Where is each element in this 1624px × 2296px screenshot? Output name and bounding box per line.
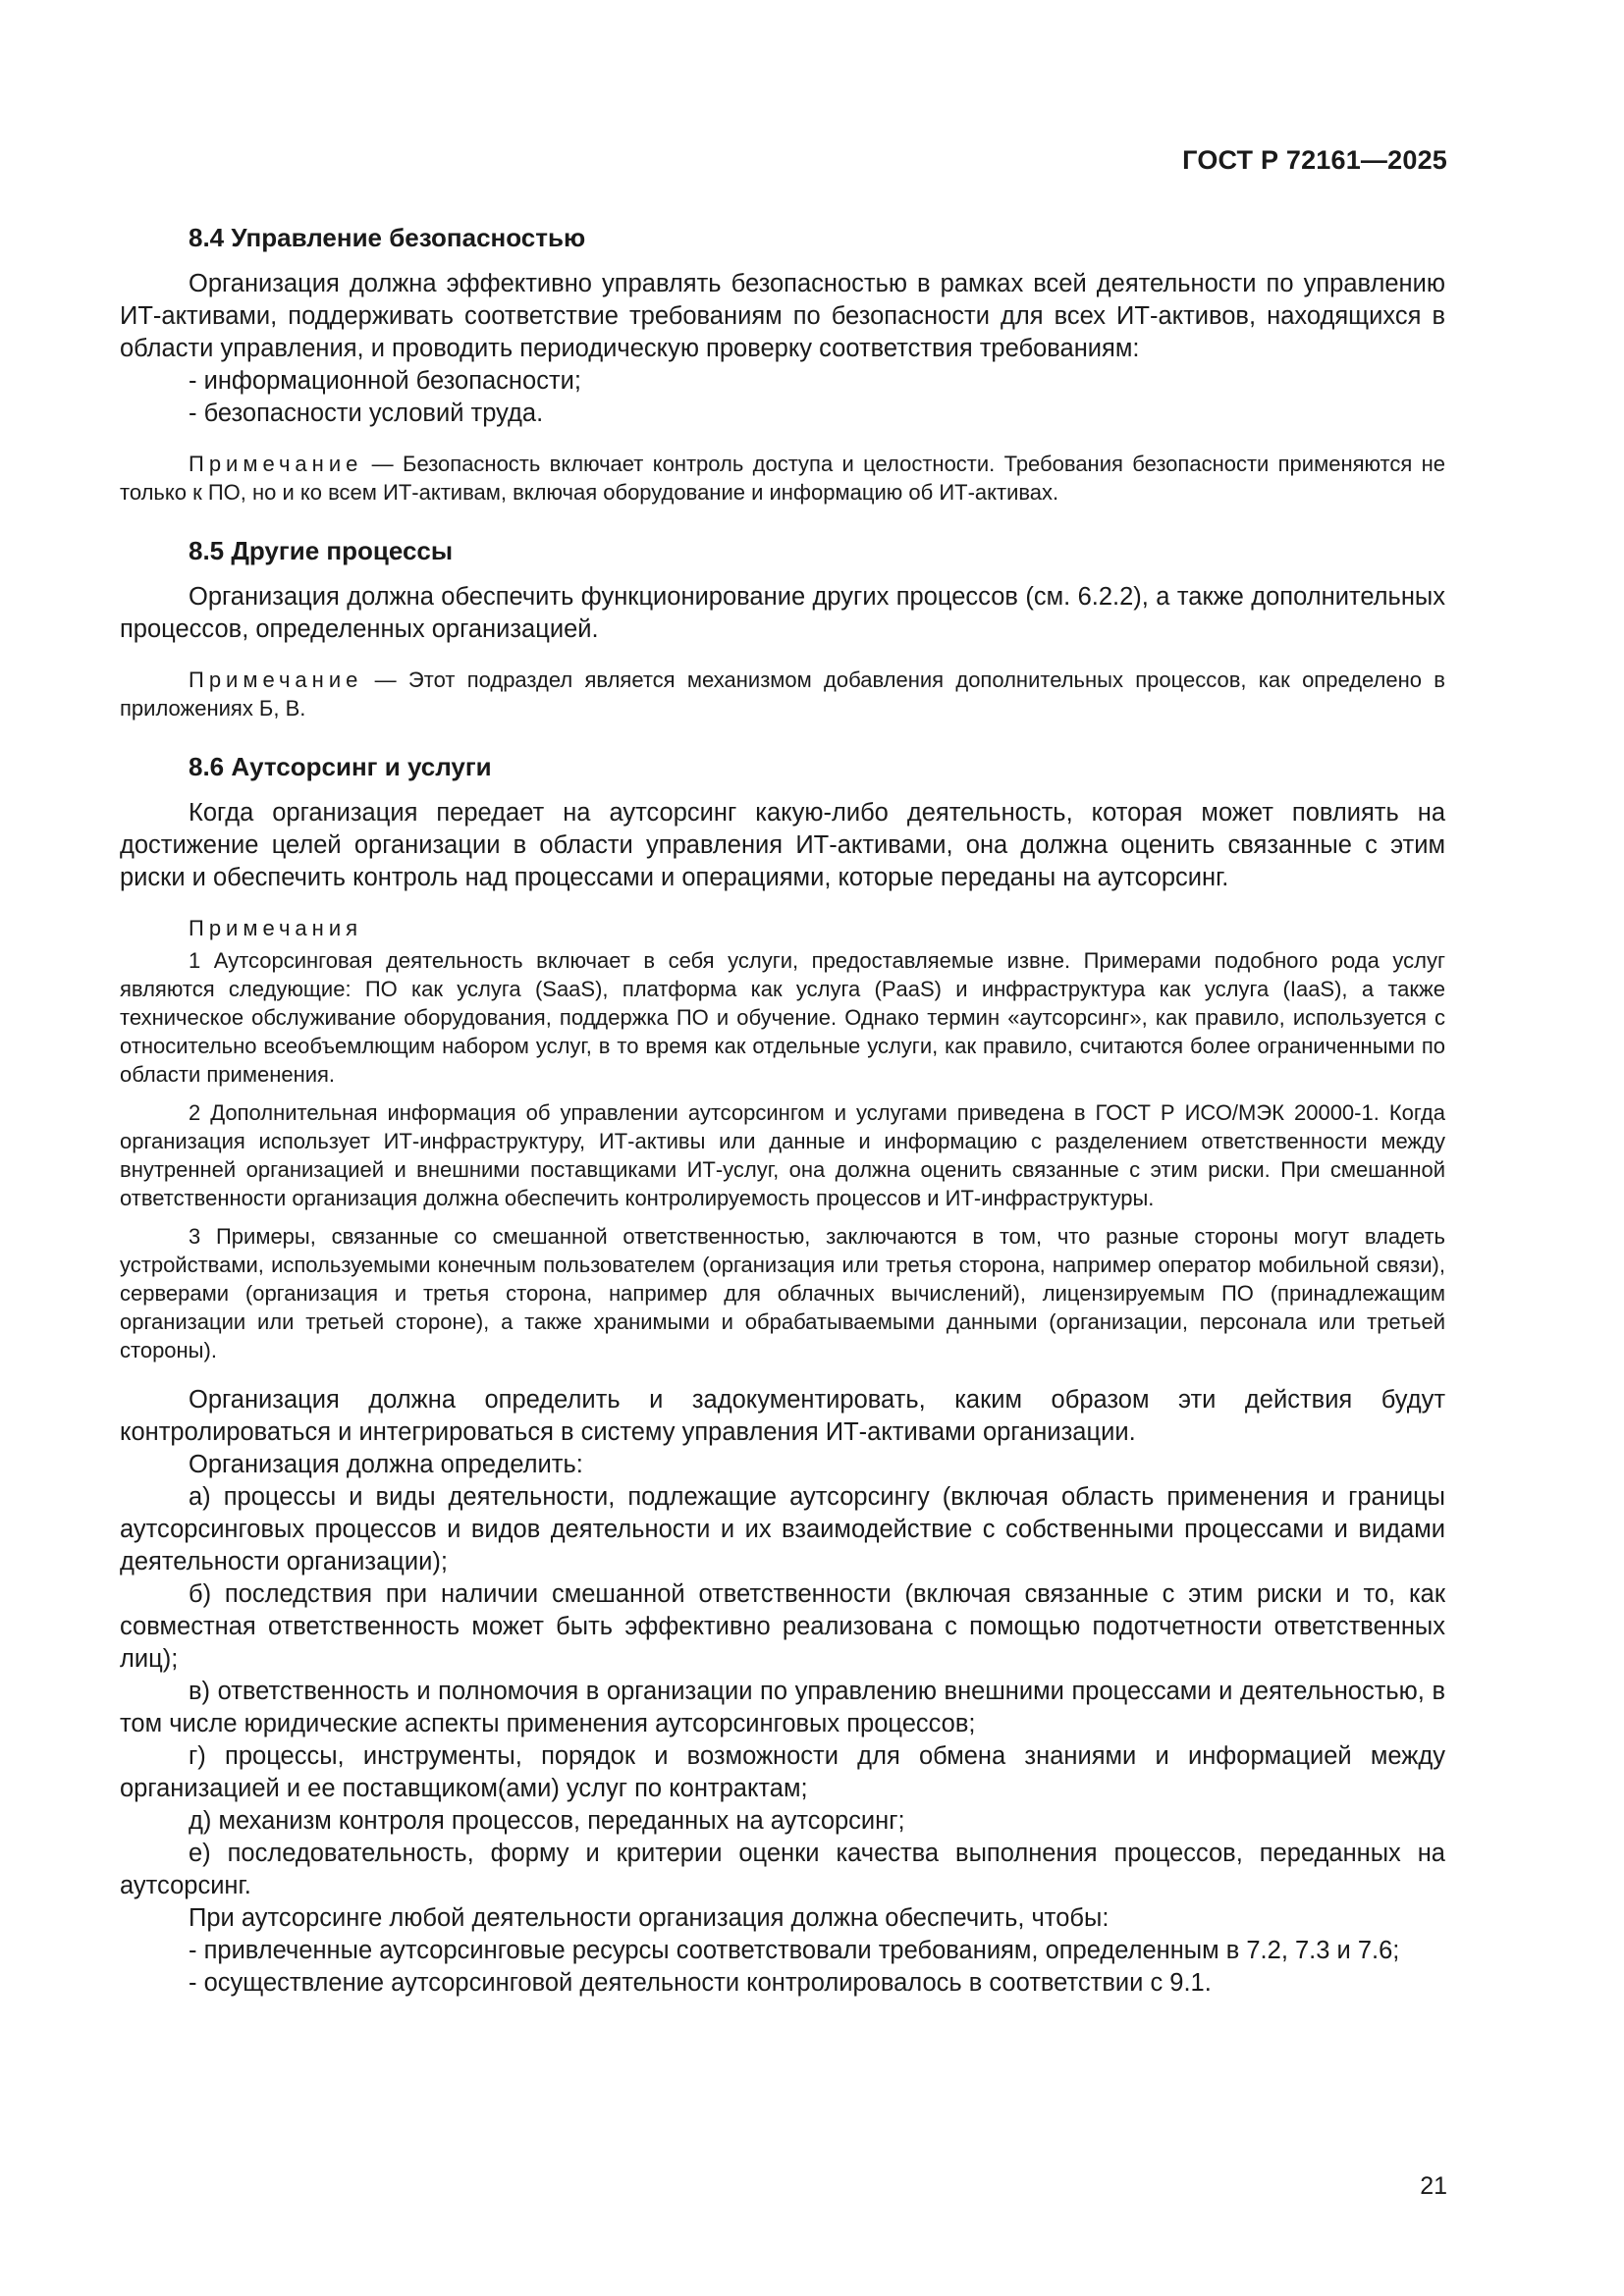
- section-8-6-bullet-2: - осуществление аутсорсинговой деятельности контролировалось в соответствии с 9.1.: [189, 1969, 1212, 1997]
- note-text: — Безопасность включает контроль доступа и целостности. Требования безопасности применяются не только к ПО, но и ко всем ИТ-активам, включая оборудование и информацию об ИТ-активах.: [120, 452, 1445, 505]
- section-8-4-bullet-2: - безопасности условий труда.: [189, 400, 544, 427]
- section-8-6-bullet-1: - привлеченные аутсорсинговые ресурсы соответствовали требованиям, определенным в 7.2, 7.3 и 7.6;: [189, 1937, 1400, 1964]
- list-item-g: г) процессы, инструменты, порядок и возможности для обмена знаниями и информацией между организацией и ее поставщиком(ами) услуг по контрактам;: [120, 1742, 1445, 1802]
- notes-title: Примечания: [189, 916, 363, 940]
- section-8-4-note: [120, 450, 1445, 507]
- section-8-4-bullet-1: - информационной безопасности;: [189, 367, 581, 395]
- section-8-6-paragraph-3: Организация должна определить:: [189, 1451, 583, 1478]
- section-heading-8-6: 8.6 Аутсорсинг и услуги: [189, 752, 492, 781]
- section-8-6-note-1: 1 Аутсорсинговая деятельность включает в себя услуги, предоставляемые извне. Примерами подобного рода услуг являются следующие: ПО как услуга (SaaS), платформа как услуга (PaaS) и инфраструктура как услуга (IaaS), а также техническое обслуживание оборудования, поддержка ПО и обучение. Однако термин «аутсорсинг», как правило, используется с относительно всеобъемлющим набором услуг, в то время как отдельные услуги, как правило, считаются более ограниченными по области применения.: [120, 948, 1445, 1087]
- note-label: Примечание: [189, 452, 363, 476]
- section-8-6-note-2: 2 Дополнительная информация об управлении аутсорсингом и услугами приведена в ГОСТ Р ИСО/МЭК 20000-1. Когда организация использует ИТ-инфраструктуру, ИТ-активы или данные и информацию с разделением ответственности между внутренней организацией и внешними поставщиками ИТ-услуг, она должна оценить связанные с этим риски. При смешанной ответственности организация должна обеспечить контролируемость процессов и ИТ-инфраструктуры.: [120, 1100, 1445, 1210]
- standard-header: ГОСТ Р 72161—2025: [1182, 145, 1447, 175]
- section-8-5-note: [120, 666, 1445, 722]
- list-item-e: е) последовательность, форму и критерии оценки качества выполнения процессов, переданных на аутсорсинг.: [120, 1840, 1445, 1899]
- page-content: [120, 221, 1445, 2000]
- section-heading-8-5: 8.5 Другие процессы: [189, 536, 454, 565]
- page-number: 21: [1420, 2172, 1447, 2200]
- list-item-d: д) механизм контроля процессов, переданных на аутсорсинг;: [189, 1807, 905, 1835]
- list-item-b: б) последствия при наличии смешанной ответственности (включая связанные с этим риски и то, как совместная ответственность может быть эффективно реализована с помощью подотчетности ответственных лиц);: [120, 1580, 1445, 1673]
- list-item-v: в) ответственность и полномочия в организации по управлению внешними процессами и деятельностью, в том числе юридические аспекты применения аутсорсинговых процессов;: [120, 1678, 1445, 1737]
- list-item-a: а) процессы и виды деятельности, подлежащие аутсорсингу (включая область применения и границы аутсорсинговых процессов и видов деятельности и их взаимодействие с собственными процессами и видами деятельности организации);: [120, 1483, 1445, 1575]
- section-8-4-paragraph: Организация должна эффективно управлять безопасностью в рамках всей деятельности по управлению ИТ-активами, поддерживать соответствие требованиям по безопасности для всех ИТ-активов, находящихся в области управления, и проводить периодическую проверку соответствия требованиям:: [120, 270, 1445, 362]
- section-8-5-paragraph: Организация должна обеспечить функционирование других процессов (см. 6.2.2), а также дополнительных процессов, определенных организацией.: [120, 583, 1445, 643]
- note-text: — Этот подраздел является механизмом добавления дополнительных процессов, как определено в приложениях Б, В.: [120, 667, 1445, 721]
- section-8-6-paragraph-2: Организация должна определить и задокументировать, каким образом эти действия будут контролироваться и интегрироваться в систему управления ИТ-активами организации.: [120, 1386, 1445, 1446]
- section-8-6-note-3: 3 Примеры, связанные со смешанной ответственностью, заключаются в том, что разные стороны могут владеть устройствами, используемыми конечным пользователем (организация или третья сторона, например оператор мобильной связи), серверами (организация и третья сторона, например для облачных вычислений), лицензируемым ПО (принадлежащим организации или третьей стороне), а также хранимыми и обрабатываемыми данными (организации, персонала или третьей стороны).: [120, 1224, 1445, 1362]
- section-8-6-paragraph-1: Когда организация передает на аутсорсинг какую-либо деятельность, которая может повлиять на достижение целей организации в области управления ИТ-активами, она должна оценить связанные с этим риски и обеспечить контроль над процессами и операциями, которые переданы на аутсорсинг.: [120, 799, 1445, 891]
- section-heading-8-4: 8.4 Управление безопасностью: [189, 223, 586, 252]
- note-label: Примечание: [189, 667, 363, 692]
- section-8-6-paragraph-4: При аутсорсинге любой деятельности организация должна обеспечить, чтобы:: [189, 1904, 1110, 1932]
